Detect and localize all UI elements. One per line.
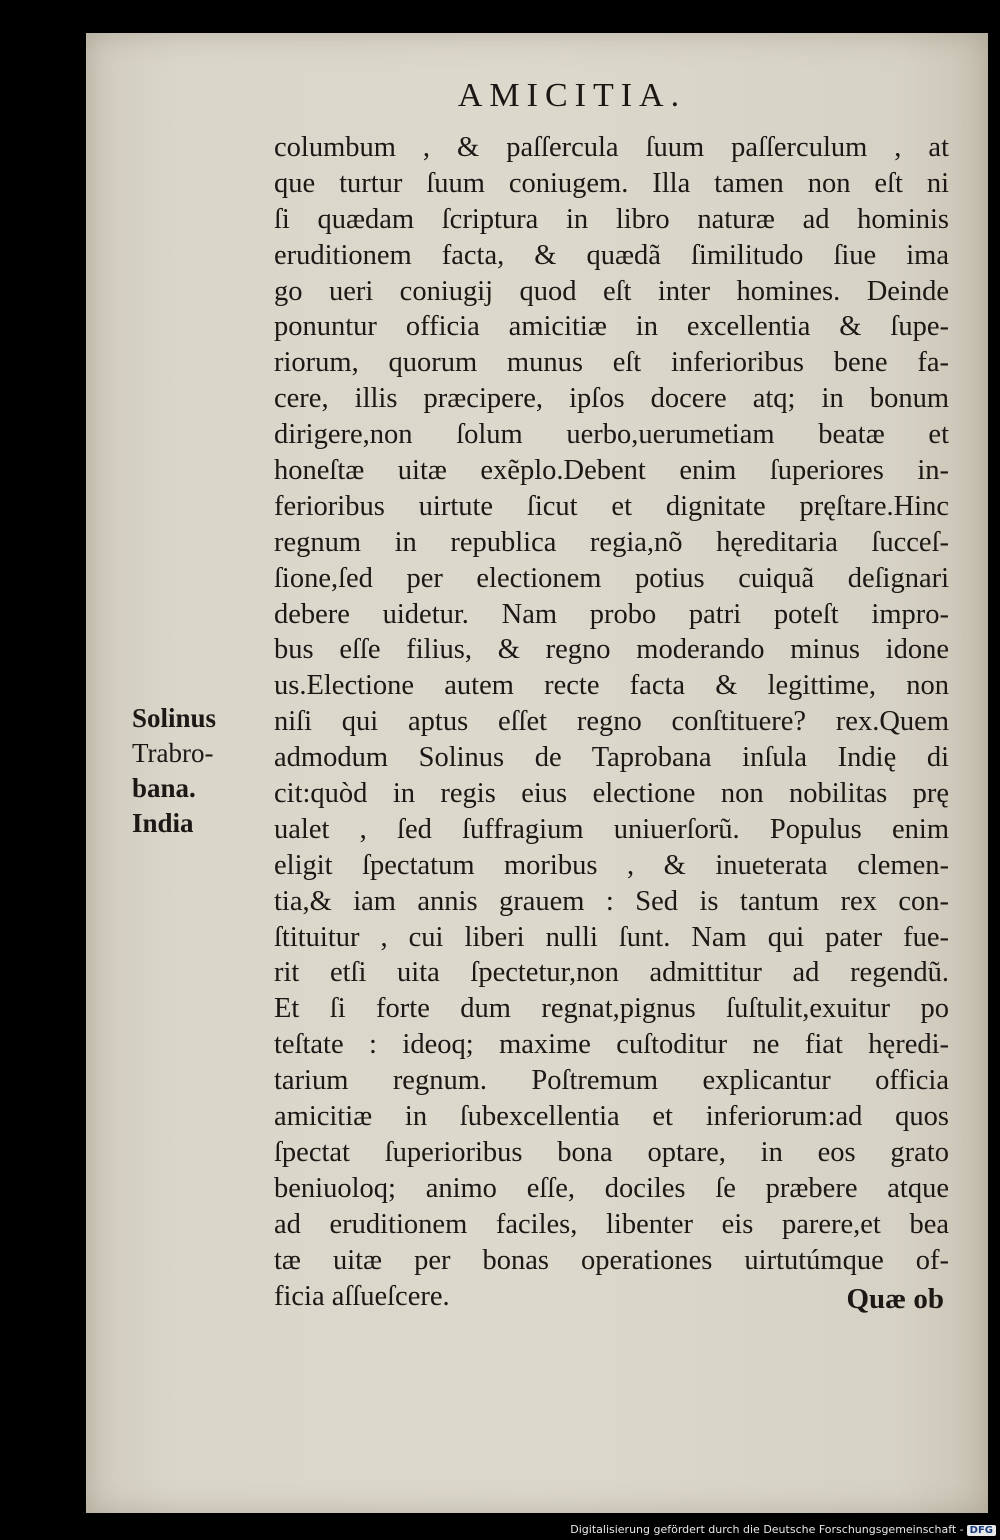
text-line: niſi qui aptus eſſet regno conſtituere? rex.Quem bbox=[274, 706, 949, 738]
text-line: cit:quòd in regis eius electione non nobilitas prę bbox=[274, 778, 949, 810]
marginal-line: bana. bbox=[132, 773, 196, 803]
text-line: beniuoloq; animo eſſe, dociles ſe præbere atque bbox=[274, 1172, 949, 1204]
text-line: tia,& iam annis grauem : Sed is tantum rex con- bbox=[274, 885, 949, 917]
text-line: columbum , & paſſercula ſuum paſſerculum , at bbox=[274, 132, 949, 163]
credit-text: Digitalisierung gefördert durch die Deutsche Forschungsgemeinschaft - bbox=[570, 1523, 964, 1536]
text-line: honeſtæ uitæ exẽplo.Debent enim ſuperiores in- bbox=[274, 455, 949, 487]
text-line: ferioribus uirtute ſicut et dignitate pręſtare.Hinc bbox=[274, 490, 949, 522]
text-line: ualet , ſed ſuffragium uniuerſorũ. Populus enim bbox=[274, 813, 949, 845]
text-line: tæ uitæ per bonas operationes uirtutúmque of- bbox=[274, 1244, 949, 1276]
text-line: admodum Solinus de Taprobana inſula Indię di bbox=[274, 742, 949, 774]
text-line: ſpectat ſuperioribus bona optare, in eos grato bbox=[274, 1136, 949, 1168]
text-line: cere, illis præcipere, ipſos docere atq; in bonum bbox=[274, 383, 949, 415]
marginal-note bbox=[132, 701, 262, 841]
text-line: eligit ſpectatum moribus , & inueterata clemen- bbox=[274, 849, 949, 881]
digitization-credit bbox=[570, 1523, 996, 1536]
text-line: riorum, quorum munus eſt inferioribus bene fa- bbox=[274, 347, 949, 379]
text-line: ficia aſſueſcere. bbox=[274, 1280, 450, 1312]
text-line: eruditionem facta, & quædã ſimilitudo ſiue ima bbox=[274, 239, 949, 271]
text-line: que turtur ſuum coniugem. Illa tamen non eſt ni bbox=[274, 167, 949, 199]
text-line: tarium regnum. Poſtremum explicantur officia bbox=[274, 1065, 949, 1097]
text-line: rit etſi uita ſpectetur,non admittitur ad regendũ. bbox=[274, 957, 949, 989]
dfg-logo: DFG bbox=[967, 1525, 996, 1536]
text-line: dirigere,non ſolum uerbo,uerumetiam beatæ et bbox=[274, 419, 949, 451]
running-head: AMICITIA. bbox=[457, 77, 687, 114]
body-text bbox=[274, 130, 949, 1314]
catchword: Quæ ob bbox=[846, 1283, 944, 1315]
text-line: ad eruditionem faciles, libenter eis parere,et bea bbox=[274, 1208, 949, 1240]
text-line: teſtate : ideoq; maxime cuſtoditur ne fiat hęredi- bbox=[274, 1029, 949, 1061]
text-line: ſione,ſed per electionem potius cuiquã deſignari bbox=[274, 562, 949, 594]
text-line: bus eſſe filius, & regno moderando minus idone bbox=[274, 634, 949, 666]
text-line: ſtituitur , cui liberi nulli ſunt. Nam qui pater fue- bbox=[274, 921, 949, 953]
text-line: amicitiæ in ſubexcellentia et inferiorum:ad quos bbox=[274, 1101, 949, 1133]
text-line: regnum in republica regia,nõ hęreditaria ſucceſ- bbox=[274, 526, 949, 558]
marginal-line: India bbox=[132, 808, 194, 838]
text-line: ſi quædam ſcriptura in libro naturæ ad hominis bbox=[274, 203, 949, 235]
text-line: Et ſi forte dum regnat,pignus ſuſtulit,exuitur po bbox=[274, 993, 949, 1025]
marginal-line: Trabro- bbox=[132, 738, 214, 768]
marginal-line: Solinus bbox=[132, 703, 217, 733]
book-page bbox=[86, 33, 988, 1513]
text-line: us.Electione autem recte facta & legittime, non bbox=[274, 670, 949, 702]
text-line: debere uidetur. Nam probo patri poteſt impro- bbox=[274, 598, 949, 630]
text-line: ponuntur officia amicitiæ in excellentia & ſupe- bbox=[274, 311, 949, 343]
text-line: go ueri coniugij quod eſt inter homines. Deinde bbox=[274, 275, 949, 307]
